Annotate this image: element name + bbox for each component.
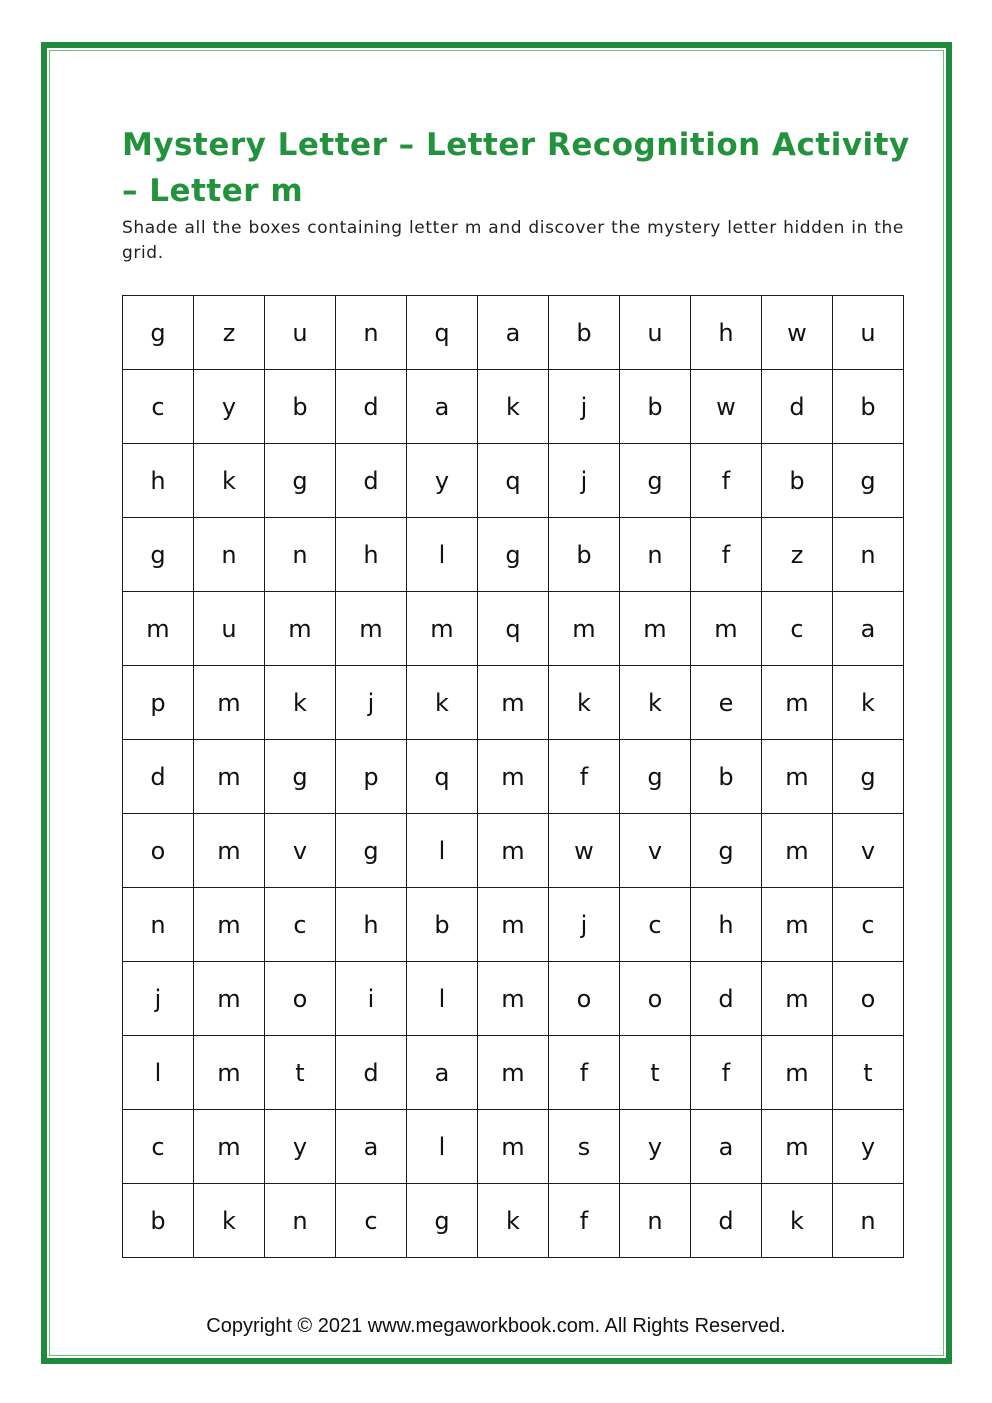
grid-cell[interactable]: g bbox=[833, 444, 904, 518]
grid-cell[interactable]: m bbox=[336, 592, 407, 666]
grid-cell[interactable]: m bbox=[478, 666, 549, 740]
grid-cell[interactable]: a bbox=[336, 1110, 407, 1184]
grid-cell[interactable]: o bbox=[620, 962, 691, 1036]
grid-cell[interactable]: h bbox=[336, 888, 407, 962]
grid-cell[interactable]: k bbox=[194, 1184, 265, 1258]
grid-row bbox=[123, 740, 904, 814]
grid-cell[interactable]: m bbox=[194, 740, 265, 814]
grid-cell[interactable]: m bbox=[691, 592, 762, 666]
grid-cell[interactable]: n bbox=[265, 518, 336, 592]
grid-cell[interactable]: j bbox=[549, 370, 620, 444]
grid-cell[interactable]: l bbox=[123, 1036, 194, 1110]
grid-cell[interactable]: m bbox=[478, 962, 549, 1036]
grid-cell[interactable]: j bbox=[336, 666, 407, 740]
grid-cell[interactable]: c bbox=[620, 888, 691, 962]
grid-cell[interactable]: b bbox=[407, 888, 478, 962]
grid-cell[interactable]: f bbox=[549, 1036, 620, 1110]
grid-cell[interactable]: t bbox=[833, 1036, 904, 1110]
grid-cell[interactable]: k bbox=[478, 1184, 549, 1258]
grid-cell[interactable]: h bbox=[336, 518, 407, 592]
grid-cell[interactable]: m bbox=[265, 592, 336, 666]
grid-row bbox=[123, 592, 904, 666]
grid-cell[interactable]: v bbox=[833, 814, 904, 888]
grid-cell[interactable]: j bbox=[549, 444, 620, 518]
grid-cell[interactable]: a bbox=[691, 1110, 762, 1184]
grid-cell[interactable]: m bbox=[478, 814, 549, 888]
grid-cell[interactable]: b bbox=[265, 370, 336, 444]
grid-cell[interactable]: g bbox=[336, 814, 407, 888]
grid-cell[interactable]: o bbox=[549, 962, 620, 1036]
grid-cell[interactable]: m bbox=[762, 1036, 833, 1110]
grid-cell[interactable]: m bbox=[194, 666, 265, 740]
grid-cell[interactable]: m bbox=[762, 814, 833, 888]
grid-cell[interactable]: f bbox=[549, 1184, 620, 1258]
grid-cell[interactable]: f bbox=[549, 740, 620, 814]
grid-cell[interactable]: p bbox=[336, 740, 407, 814]
grid-cell[interactable]: b bbox=[833, 370, 904, 444]
grid-row bbox=[123, 814, 904, 888]
grid-cell[interactable]: d bbox=[691, 962, 762, 1036]
grid-cell[interactable]: m bbox=[478, 740, 549, 814]
grid-row bbox=[123, 444, 904, 518]
grid-cell[interactable]: a bbox=[833, 592, 904, 666]
grid-cell[interactable]: l bbox=[407, 1110, 478, 1184]
grid-cell[interactable]: a bbox=[407, 370, 478, 444]
grid-cell[interactable]: o bbox=[265, 962, 336, 1036]
grid-cell[interactable]: n bbox=[123, 888, 194, 962]
grid-cell[interactable]: k bbox=[549, 666, 620, 740]
grid-cell[interactable]: d bbox=[336, 370, 407, 444]
grid-cell[interactable]: c bbox=[265, 888, 336, 962]
worksheet-title: Mystery Letter – Letter Recognition Activity – Letter m bbox=[122, 127, 910, 209]
grid-cell[interactable]: u bbox=[265, 296, 336, 370]
grid-cell[interactable]: j bbox=[549, 888, 620, 962]
grid-cell[interactable]: m bbox=[620, 592, 691, 666]
grid-cell[interactable]: n bbox=[833, 1184, 904, 1258]
grid-cell[interactable]: w bbox=[549, 814, 620, 888]
grid-cell[interactable]: s bbox=[549, 1110, 620, 1184]
grid-cell[interactable]: g bbox=[620, 740, 691, 814]
grid-cell[interactable]: d bbox=[691, 1184, 762, 1258]
grid-cell[interactable]: n bbox=[833, 518, 904, 592]
grid-cell[interactable]: c bbox=[123, 370, 194, 444]
grid-cell[interactable]: j bbox=[123, 962, 194, 1036]
grid-cell[interactable]: h bbox=[691, 296, 762, 370]
grid-cell[interactable]: n bbox=[265, 1184, 336, 1258]
grid-cell[interactable]: w bbox=[762, 296, 833, 370]
grid-cell[interactable]: c bbox=[762, 592, 833, 666]
grid-cell[interactable]: m bbox=[762, 666, 833, 740]
grid-row bbox=[123, 1184, 904, 1258]
grid-cell[interactable]: y bbox=[620, 1110, 691, 1184]
grid-row bbox=[123, 370, 904, 444]
grid-cell[interactable]: b bbox=[549, 296, 620, 370]
grid-cell[interactable]: m bbox=[762, 962, 833, 1036]
grid-row bbox=[123, 518, 904, 592]
grid-cell[interactable]: u bbox=[194, 592, 265, 666]
grid-row bbox=[123, 1036, 904, 1110]
grid-cell[interactable]: d bbox=[336, 444, 407, 518]
grid-cell[interactable]: m bbox=[194, 962, 265, 1036]
grid-cell[interactable]: h bbox=[123, 444, 194, 518]
grid-cell[interactable]: a bbox=[478, 296, 549, 370]
grid-row bbox=[123, 296, 904, 370]
grid-row bbox=[123, 888, 904, 962]
grid-row bbox=[123, 962, 904, 1036]
grid-cell[interactable]: k bbox=[762, 1184, 833, 1258]
grid-row bbox=[123, 1110, 904, 1184]
grid-cell[interactable]: m bbox=[549, 592, 620, 666]
grid-cell[interactable]: c bbox=[123, 1110, 194, 1184]
grid-cell[interactable]: y bbox=[265, 1110, 336, 1184]
grid-cell[interactable]: n bbox=[620, 518, 691, 592]
grid-cell[interactable]: q bbox=[407, 296, 478, 370]
grid-cell[interactable]: z bbox=[194, 296, 265, 370]
grid-cell[interactable]: l bbox=[407, 518, 478, 592]
grid-cell[interactable]: m bbox=[478, 1110, 549, 1184]
grid-cell[interactable]: b bbox=[549, 518, 620, 592]
grid-cell[interactable]: m bbox=[762, 888, 833, 962]
grid-cell[interactable]: t bbox=[620, 1036, 691, 1110]
grid-cell[interactable]: n bbox=[336, 296, 407, 370]
grid-cell[interactable]: l bbox=[407, 962, 478, 1036]
grid-cell[interactable]: c bbox=[833, 888, 904, 962]
grid-cell[interactable]: q bbox=[478, 592, 549, 666]
grid-cell[interactable]: w bbox=[691, 370, 762, 444]
grid-cell[interactable]: m bbox=[194, 888, 265, 962]
grid-cell[interactable]: a bbox=[407, 1036, 478, 1110]
grid-cell[interactable]: n bbox=[194, 518, 265, 592]
grid-cell[interactable]: g bbox=[478, 518, 549, 592]
grid-cell[interactable]: g bbox=[620, 444, 691, 518]
grid-cell[interactable]: k bbox=[407, 666, 478, 740]
grid-cell[interactable]: o bbox=[833, 962, 904, 1036]
grid-cell[interactable]: u bbox=[620, 296, 691, 370]
grid-cell[interactable]: n bbox=[620, 1184, 691, 1258]
grid-cell[interactable]: m bbox=[194, 1110, 265, 1184]
grid-cell[interactable]: f bbox=[691, 518, 762, 592]
copyright-footer: Copyright © 2021 www.megaworkbook.com. All Rights Reserved. bbox=[206, 1315, 786, 1337]
grid-row bbox=[123, 666, 904, 740]
grid-cell[interactable]: k bbox=[194, 444, 265, 518]
grid-cell[interactable]: b bbox=[762, 444, 833, 518]
grid-cell[interactable]: d bbox=[762, 370, 833, 444]
grid-cell[interactable]: z bbox=[762, 518, 833, 592]
grid-cell[interactable]: y bbox=[194, 370, 265, 444]
grid-cell[interactable]: l bbox=[407, 814, 478, 888]
grid-cell[interactable]: b bbox=[620, 370, 691, 444]
grid-cell[interactable]: v bbox=[265, 814, 336, 888]
grid-cell[interactable]: g bbox=[833, 740, 904, 814]
grid-cell[interactable]: q bbox=[407, 740, 478, 814]
grid-cell[interactable]: h bbox=[691, 888, 762, 962]
grid-cell[interactable]: k bbox=[265, 666, 336, 740]
grid-cell[interactable]: f bbox=[691, 444, 762, 518]
grid-cell[interactable]: m bbox=[407, 592, 478, 666]
grid-cell[interactable]: g bbox=[265, 444, 336, 518]
letter-grid bbox=[122, 295, 904, 1258]
grid-cell[interactable]: p bbox=[123, 666, 194, 740]
grid-cell[interactable]: d bbox=[336, 1036, 407, 1110]
grid-cell[interactable]: g bbox=[691, 814, 762, 888]
grid-cell[interactable]: u bbox=[833, 296, 904, 370]
grid-cell[interactable]: m bbox=[478, 1036, 549, 1110]
grid-cell[interactable]: m bbox=[762, 1110, 833, 1184]
grid-cell[interactable]: y bbox=[407, 444, 478, 518]
grid-cell[interactable]: k bbox=[478, 370, 549, 444]
grid-cell[interactable]: k bbox=[620, 666, 691, 740]
grid-cell[interactable]: c bbox=[336, 1184, 407, 1258]
grid-cell[interactable]: y bbox=[833, 1110, 904, 1184]
grid-cell[interactable]: m bbox=[123, 592, 194, 666]
grid-cell[interactable]: t bbox=[265, 1036, 336, 1110]
grid-cell[interactable]: g bbox=[407, 1184, 478, 1258]
grid-cell[interactable]: e bbox=[691, 666, 762, 740]
grid-cell[interactable]: g bbox=[123, 518, 194, 592]
grid-cell[interactable]: q bbox=[478, 444, 549, 518]
instructions: Shade all the boxes containing letter m and discover the mystery letter hidden in the grid. bbox=[122, 218, 904, 263]
grid-cell[interactable]: b bbox=[691, 740, 762, 814]
grid-cell[interactable]: g bbox=[265, 740, 336, 814]
grid-cell[interactable]: d bbox=[123, 740, 194, 814]
grid-cell[interactable]: v bbox=[620, 814, 691, 888]
grid-cell[interactable]: i bbox=[336, 962, 407, 1036]
grid-cell[interactable]: g bbox=[123, 296, 194, 370]
grid-cell[interactable]: m bbox=[194, 814, 265, 888]
grid-cell[interactable]: m bbox=[194, 1036, 265, 1110]
grid-cell[interactable]: k bbox=[833, 666, 904, 740]
grid-cell[interactable]: o bbox=[123, 814, 194, 888]
grid-cell[interactable]: m bbox=[478, 888, 549, 962]
grid-cell[interactable]: b bbox=[123, 1184, 194, 1258]
grid-cell[interactable]: f bbox=[691, 1036, 762, 1110]
grid-cell[interactable]: m bbox=[762, 740, 833, 814]
